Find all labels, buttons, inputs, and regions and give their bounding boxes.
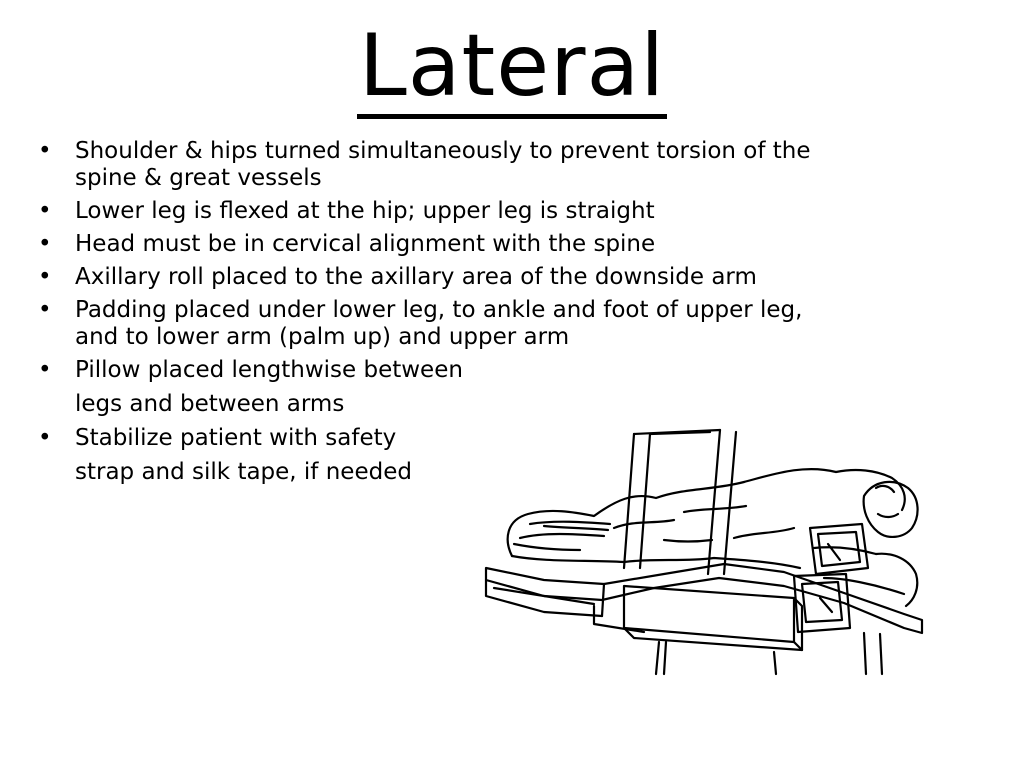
patient-legs	[514, 526, 712, 550]
bullet-item	[38, 264, 938, 291]
safety-straps	[624, 430, 736, 574]
bullet-item	[38, 357, 938, 384]
bullet-text: Lower leg is flexed at the hip; upper leg is straight	[75, 198, 655, 224]
slide-title-text: Lateral	[357, 18, 667, 119]
bullet-dot: •	[38, 231, 52, 257]
bullet-item	[38, 231, 938, 258]
bullet-text: Head must be in cervical alignment with the spine	[75, 231, 656, 257]
bullet-text: legs and between arms	[75, 391, 345, 417]
bullet-text: Axillary roll placed to the axillary area of the downside arm	[75, 264, 757, 290]
bullet-dot: •	[38, 297, 52, 323]
bullet-text: Pillow placed lengthwise between	[75, 357, 463, 383]
patient-head	[864, 482, 918, 537]
bullet-text: spine & great vessels	[75, 165, 322, 191]
bullet-item	[38, 138, 938, 192]
bullet-dot: •	[38, 138, 52, 164]
bullet-text: Padding placed under lower leg, to ankle and foot of upper leg,	[75, 297, 803, 323]
bullet-text: and to lower arm (palm up) and upper arm	[75, 324, 570, 350]
bullet-text: Shoulder & hips turned simultaneously to prevent torsion of the	[75, 138, 811, 164]
bullet-text: strap and silk tape, if needed	[75, 459, 412, 485]
bullet-dot: •	[38, 425, 52, 451]
bullet-dot: •	[38, 264, 52, 290]
bullet-item	[38, 297, 938, 351]
table-top	[486, 564, 922, 633]
bullet-dot: •	[38, 357, 52, 383]
bullet-item	[38, 198, 938, 225]
bullet-dot: •	[38, 198, 52, 224]
lateral-position-illustration	[484, 428, 924, 678]
slide-title	[0, 18, 1024, 119]
bullet-text: Stabilize patient with safety	[75, 425, 397, 451]
bullet-continuation	[38, 391, 938, 418]
